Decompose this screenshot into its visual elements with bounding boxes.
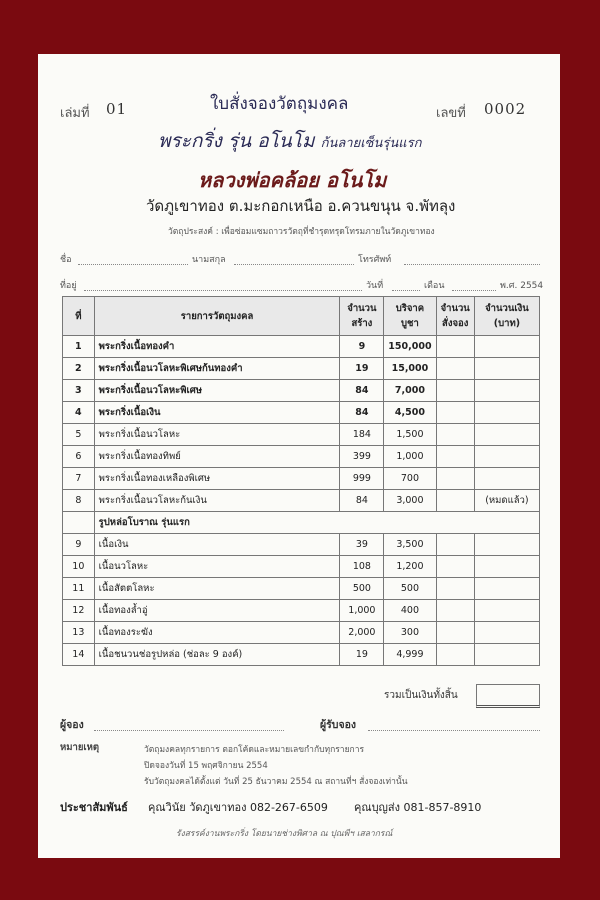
row-made: 2,000	[340, 622, 384, 644]
section-title: รูปหล่อโบราณ รุ่นแรก	[94, 512, 539, 534]
made-header-line1: จำนวน	[347, 303, 377, 314]
table-header-row	[63, 297, 540, 336]
row-amount-cell[interactable]	[474, 468, 539, 490]
row-item-name: เนื้อชนวนช่อรูปหล่อ (ช่อละ 9 องค์)	[94, 644, 340, 666]
row-amount-cell[interactable]	[474, 380, 539, 402]
row-item-name: พระกริ่งเนื้อทองทิพย์	[94, 446, 340, 468]
row-price: 3,000	[384, 490, 436, 512]
row-amount-cell[interactable]	[474, 446, 539, 468]
notes-line-2: ปิดจองวันที่ 15 พฤศจิกายน 2554	[144, 761, 268, 771]
phone-field[interactable]	[404, 264, 540, 265]
col-header-made	[340, 297, 384, 336]
table-row	[63, 358, 540, 380]
row-made: 500	[340, 578, 384, 600]
address-field[interactable]	[84, 290, 362, 291]
row-price: 500	[384, 578, 436, 600]
row-amount-cell[interactable]	[474, 578, 539, 600]
contact-person-1: คุณวินัย วัดภูเขาทอง 082-267-6509	[148, 801, 328, 814]
day-field[interactable]	[392, 290, 420, 291]
made-header-line2: สร้าง	[351, 318, 373, 329]
table-row	[63, 380, 540, 402]
row-item-name: พระกริ่งเนื้อเงิน	[94, 402, 340, 424]
row-no: 9	[63, 534, 95, 556]
order-qty-header-line1: จำนวน	[440, 303, 470, 314]
col-header-no: ที่	[63, 297, 95, 336]
row-order-qty-cell[interactable]	[436, 358, 474, 380]
row-item-name: พระกริ่งเนื้อนวโลหะพิเศษก้นทองคำ	[94, 358, 340, 380]
row-price: 700	[384, 468, 436, 490]
row-made: 19	[340, 644, 384, 666]
row-item-name: เนื้อทองล้ำอู่	[94, 600, 340, 622]
row-order-qty-cell[interactable]	[436, 644, 474, 666]
total-amount-field[interactable]	[476, 684, 540, 708]
row-price: 400	[384, 600, 436, 622]
amulet-series-suffix: ก้นลายเซ็นรุ่นแรก	[320, 136, 422, 151]
row-item-name: พระกริ่งเนื้อทองคำ	[94, 336, 340, 358]
table-row	[63, 600, 540, 622]
month-label: เดือน	[424, 281, 445, 291]
book-label: เล่มที่	[60, 106, 90, 121]
row-no: 13	[63, 622, 95, 644]
row-no: 8	[63, 490, 95, 512]
receiver-label: ผู้รับจอง	[320, 719, 357, 731]
row-amount-cell[interactable]: (หมดแล้ว)	[474, 490, 539, 512]
row-order-qty-cell[interactable]	[436, 336, 474, 358]
row-amount-cell[interactable]	[474, 534, 539, 556]
col-header-order-qty	[436, 297, 474, 336]
number-label: เลขที่	[436, 106, 466, 121]
row-order-qty-cell[interactable]	[436, 490, 474, 512]
form-number: 0002	[484, 100, 527, 118]
row-made: 19	[340, 358, 384, 380]
items-table	[62, 296, 540, 666]
row-order-qty-cell[interactable]	[436, 600, 474, 622]
col-header-item: รายการวัตถุมงคล	[94, 297, 340, 336]
row-no: 7	[63, 468, 95, 490]
row-order-qty-cell[interactable]	[436, 534, 474, 556]
table-row	[63, 402, 540, 424]
amount-header-line1: จำนวนเงิน	[485, 303, 529, 314]
donation-header-line2: บูชา	[401, 318, 419, 329]
row-price: 4,999	[384, 644, 436, 666]
row-item-name: เนื้อเงิน	[94, 534, 340, 556]
row-made: 108	[340, 556, 384, 578]
address-label: ที่อยู่	[60, 281, 77, 291]
row-price: 7,000	[384, 380, 436, 402]
row-no: 11	[63, 578, 95, 600]
table-row	[63, 556, 540, 578]
row-amount-cell[interactable]	[474, 424, 539, 446]
row-order-qty-cell[interactable]	[436, 622, 474, 644]
book-number: 01	[106, 100, 128, 118]
monk-name: หลวงพ่อคล้อย อโนโม	[198, 168, 387, 192]
row-made: 39	[340, 534, 384, 556]
row-order-qty-cell[interactable]	[436, 446, 474, 468]
notes-line-3: รับวัตถุมงคลได้ตั้งแต่ วันที่ 25 ธันวาคม 2554 ณ สถานที่ฯ สั่งจองเท่านั้น	[144, 777, 408, 787]
table-row	[63, 578, 540, 600]
table-row	[63, 424, 540, 446]
form-title: ใบสั่งจองวัตถุมงคล	[210, 94, 349, 114]
row-order-qty-cell[interactable]	[436, 424, 474, 446]
temple-address: วัดภูเขาทอง ต.มะกอกเหนือ อ.ควนขนุน จ.พัทลุง	[146, 197, 456, 215]
section-no-cell	[63, 512, 95, 534]
receiver-signature-field[interactable]	[368, 730, 540, 731]
amount-header-line2: (บาท)	[493, 318, 521, 329]
year-label: พ.ศ. 2554	[500, 281, 544, 291]
row-made: 84	[340, 490, 384, 512]
row-amount-cell[interactable]	[474, 336, 539, 358]
surname-field[interactable]	[234, 264, 354, 265]
row-no: 1	[63, 336, 95, 358]
row-price: 3,500	[384, 534, 436, 556]
month-field[interactable]	[452, 290, 496, 291]
row-made: 1,000	[340, 600, 384, 622]
row-no: 10	[63, 556, 95, 578]
row-item-name: พระกริ่งเนื้อทองเหลืองพิเศษ	[94, 468, 340, 490]
orderer-signature-field[interactable]	[94, 730, 284, 731]
row-price: 1,200	[384, 556, 436, 578]
notes-line-1: วัตถุมงคลทุกรายการ ตอกโค้ดและหมายเลขกำกับทุกรายการ	[144, 745, 365, 755]
name-label: ชื่อ	[60, 255, 72, 265]
surname-label: นามสกุล	[192, 255, 226, 265]
order-qty-header-line2: สั่งจอง	[442, 318, 469, 329]
donation-header-line1: บริจาค	[395, 303, 425, 314]
name-field[interactable]	[78, 264, 188, 265]
row-item-name: พระกริ่งเนื้อนวโลหะก้นเงิน	[94, 490, 340, 512]
row-price: 4,500	[384, 402, 436, 424]
purpose-text: วัตถุประสงค์ : เพื่อซ่อมแซมถาวรวัตถุที่ชำรุดทรุดโทรมภายในวัดภูเขาทอง	[168, 227, 435, 237]
row-amount-cell[interactable]	[474, 402, 539, 424]
row-made: 84	[340, 380, 384, 402]
row-amount-cell[interactable]	[474, 358, 539, 380]
row-order-qty-cell[interactable]	[436, 380, 474, 402]
table-row	[63, 534, 540, 556]
row-no: 2	[63, 358, 95, 380]
row-price: 150,000	[384, 336, 436, 358]
row-made: 184	[340, 424, 384, 446]
order-form-paper	[38, 54, 560, 858]
row-order-qty-cell[interactable]	[436, 578, 474, 600]
row-item-name: พระกริ่งเนื้อนวโลหะพิเศษ	[94, 380, 340, 402]
row-no: 5	[63, 424, 95, 446]
row-price: 1,000	[384, 446, 436, 468]
row-amount-cell[interactable]	[474, 644, 539, 666]
notes-label: หมายเหตุ	[60, 742, 100, 753]
row-no: 14	[63, 644, 95, 666]
row-order-qty-cell[interactable]	[436, 402, 474, 424]
row-amount-cell[interactable]	[474, 622, 539, 644]
row-item-name: พระกริ่งเนื้อนวโลหะ	[94, 424, 340, 446]
row-no: 4	[63, 402, 95, 424]
row-price: 300	[384, 622, 436, 644]
row-no: 12	[63, 600, 95, 622]
row-no: 6	[63, 446, 95, 468]
section-row	[63, 512, 540, 534]
row-made: 399	[340, 446, 384, 468]
row-order-qty-cell[interactable]	[436, 556, 474, 578]
contact-person-2: คุณบุญส่ง 081-857-8910	[354, 801, 482, 814]
amulet-series-main: พระกริ่ง รุ่น อโนโม	[158, 130, 315, 152]
table-row	[63, 622, 540, 644]
craftsman-credit: รังสรรค์งานพระกริ่ง โดยนายช่างพิศาล ณ ปุณพีฯ เสลากรณ์	[176, 829, 393, 839]
row-item-name: เนื้อนวโลหะ	[94, 556, 340, 578]
table-row	[63, 644, 540, 666]
row-made: 999	[340, 468, 384, 490]
table-row	[63, 336, 540, 358]
table-row	[63, 468, 540, 490]
amulet-series-title	[158, 126, 421, 156]
day-label: วันที่	[366, 281, 384, 291]
table-row	[63, 490, 540, 512]
row-made: 84	[340, 402, 384, 424]
row-made: 9	[340, 336, 384, 358]
col-header-donation	[384, 297, 436, 336]
row-item-name: เนื้อสัตตโลหะ	[94, 578, 340, 600]
row-price: 1,500	[384, 424, 436, 446]
col-header-amount	[474, 297, 539, 336]
row-no: 3	[63, 380, 95, 402]
row-amount-cell[interactable]	[474, 556, 539, 578]
row-order-qty-cell[interactable]	[436, 468, 474, 490]
row-amount-cell[interactable]	[474, 600, 539, 622]
phone-label: โทรศัพท์	[358, 255, 392, 265]
row-item-name: เนื้อทองระฆัง	[94, 622, 340, 644]
total-label: รวมเป็นเงินทั้งสิ้น	[384, 690, 458, 701]
table-row	[63, 446, 540, 468]
row-price: 15,000	[384, 358, 436, 380]
orderer-label: ผู้จอง	[60, 719, 84, 731]
contact-label: ประชาสัมพันธ์	[60, 801, 128, 814]
